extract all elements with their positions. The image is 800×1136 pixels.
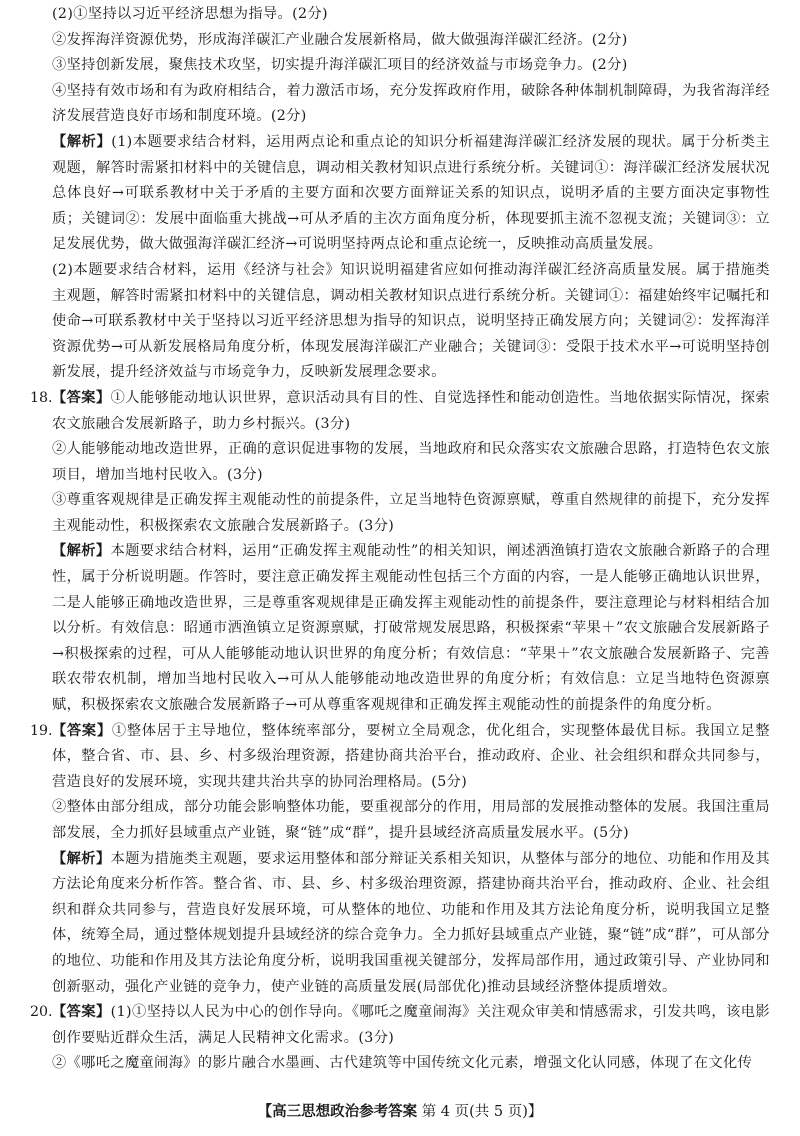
q18-analysis-text: 本题要求结合材料，运用“正确发挥主观能动性”的相关知识，阐述洒渔镇打造农文旅融合新路子的合理性，属于分析说明题。作答时，要注意正确发挥主观能动性包括三个方面的内容，一是人能够正确地认识世界，二是人能够正确地改造世界，三是尊重客观规律是正确发挥主观能动性的前提条件，要注意理论与材料相结合加以分析。有效信息：昭通市洒渔镇立足资源禀赋，打破常规发展思路，积极探索“苹果＋”农文旅融合发展新路子→积极探索的过程，可从人能够能动地认识世界的角度分析；有效信息：“苹果＋”农文旅融合发展新路子、完善联农带农机制，增加当地村民收入→可从人能够能动地改造世界的角度分析；有效信息：立足当地特色资源禀赋，积极探索农文旅融合发展新路子→可从尊重客观规律和正确发挥主观能动性的前提条件的角度分析。 bbox=[52, 543, 770, 714]
answer-tag: 【答案】 bbox=[52, 389, 111, 406]
question-number: 18. bbox=[30, 389, 53, 406]
question-18 bbox=[30, 386, 770, 719]
q19-analysis bbox=[52, 847, 770, 1001]
question-number: 19. bbox=[30, 722, 53, 739]
answer-tag: 【答案】 bbox=[52, 722, 112, 739]
q17-answer-2-item-2: ②发挥海洋资源优势，形成海洋碳汇产业融合发展新格局，做大做强海洋碳汇经济。(2分) bbox=[52, 31, 628, 48]
page-footer bbox=[0, 1100, 800, 1124]
q20-answer-1-text: (1)①坚持以人民为中心的创作导向。《哪吒之魔童闹海》关注观众审美和情感需求，引发共鸣，该电影创作要贴近群众生活，满足人民精神文化需求。(3分) bbox=[52, 1004, 770, 1046]
question-20 bbox=[30, 1000, 770, 1077]
footer-title: 【高三思想政治参考答案 bbox=[257, 1103, 418, 1120]
analysis-tag: 【解析】 bbox=[52, 543, 111, 560]
q20-answer-2: ②《哪吒之魔童闹海》的影片融合水墨画、古代建筑等中国传统文化元素，增强文化认同感，体现了在文化传 bbox=[52, 1055, 753, 1072]
q19-answer-2: ②整体由部分组成，部分功能会影响整体功能，要重视部分的作用，用局部的发展推动整体的发展。我国注重局部发展，全力抓好县域重点产业链，聚“链”成“群”，提升县域经济高质量发展水平。(5分) bbox=[52, 799, 770, 841]
answer-tag: 【答案】 bbox=[52, 1004, 111, 1021]
q17-answer-2-item-4: ④坚持有效市场和有为政府相结合，着力激活市场，充分发挥政府作用，破除各种体制机制障碍，为我省海洋经济发展营造良好市场和制度环境。(2分) bbox=[52, 82, 770, 125]
q17-analysis-1-text: (1)本题要求结合材料，运用两点论和重点论的知识分析福建海洋碳汇经济发展的现状。属于分析类主观题，解答时需紧扣材料中的关键信息，调动相关教材知识点进行系统分析。关键词①：海洋碳汇经济发展状况总体良好→可联系教材中关于矛盾的主要方面和次要方面辩证关系的知识点，说明矛盾的主要方面决定事物性质；关键词②：发展中面临重大挑战→可从矛盾的主次方面角度分析，体现要抓主流不忽视支流；关键词③：立足发展优势，做大做强海洋碳汇经济→可说明坚持两点论和重点论统一，反映推动高质量发展。 bbox=[52, 133, 770, 253]
q18-analysis bbox=[52, 539, 770, 718]
question-body bbox=[52, 386, 770, 719]
q18-answer-1-text: ①人能够能动地认识世界，意识活动具有目的性、自觉选择性和能动创造性。当地依据实际情况，探索农文旅融合发展新路子，助力乡村振兴。(3分) bbox=[52, 389, 770, 432]
q18-answer-2: ②人能够能动地改造世界，正确的意识促进事物的发展，当地政府和民众落实农文旅融合思路，打造特色农文旅项目，增加当地村民收入。(3分) bbox=[52, 441, 770, 483]
analysis-tag: 【解析】 bbox=[52, 850, 111, 867]
q17-analysis-1 bbox=[30, 130, 770, 258]
q18-answer-1 bbox=[52, 386, 770, 437]
q17-continued bbox=[30, 2, 770, 386]
question-19 bbox=[30, 719, 770, 1001]
q18-answer-3: ③尊重客观规律是正确发挥主观能动性的前提条件，立足当地特色资源禀赋，尊重自然规律的前提下，充分发挥主观能动性，积极探索农文旅融合发展新路子。(3分) bbox=[52, 492, 770, 534]
q19-answer-1 bbox=[52, 719, 770, 796]
q19-analysis-text: 本题为措施类主观题，要求运用整体和部分辩证关系相关知识，从整体与部分的地位、功能和作用及其方法论角度来分析作答。整合省、市、县、乡、村多级治理资源，搭建协商共治平台，推动政府、企业、社会组织和群众共同参与，营造良好发展环境，可从整体的地位、功能和作用及其方法论角度分析，说明我国立足整体，统筹全局，通过整体规划提升县域经济的综合竞争力。全力抓好县域重点产业链，聚“链”成“群”，可从部分的地位、功能和作用及其方法论角度分析，说明我国重视关键部分，发挥局部作用，通过政策引导、产业协同和创新驱动，强化产业链的竞争力，使产业链的高质量发展(局部优化)推动县域经济整体提质增效。 bbox=[52, 850, 770, 995]
question-number: 20. bbox=[30, 1004, 53, 1021]
footer-page-number: 第 4 页(共 5 页)】 bbox=[421, 1104, 543, 1120]
q17-analysis-2: (2)本题要求结合材料，运用《经济与社会》知识说明福建省应如何推动海洋碳汇经济高质量发展。属于措施类主观题，解答时需紧扣材料中的关键信息，调动相关教材知识点进行系统分析。关键词①：福建始终牢记嘱托和使命→可联系教材中关于坚持以习近平经济思想为指导的知识点，说明坚持正确发展方向；关键词②：发挥海洋资源优势→可从新发展格局角度分析，体现发展海洋碳汇产业融合；关键词③：受限于技术水平→可说明坚持创新发展，提升经济效益与市场竞争力，反映新发展理念要求。 bbox=[52, 261, 770, 381]
analysis-tag: 【解析】 bbox=[52, 133, 112, 150]
q20-answer-1 bbox=[52, 1000, 770, 1051]
q17-answer-2-item-3: ③坚持创新发展，聚焦技术攻坚，切实提升海洋碳汇项目的经济效益与市场竞争力。(2分) bbox=[52, 57, 628, 74]
q19-answer-1-text: ①整体居于主导地位，整体统率部分，要树立全局观念，优化组合，实现整体最优目标。我国立足整体，整合省、市、县、乡、村多级治理资源，搭建协商共治平台，推动政府、企业、社会组织和群众共同参与，营造良好的发展环境，实现共建共治共享的协同治理格局。(5分) bbox=[52, 722, 770, 790]
q17-answer-2-item-1: (2)①坚持以习近平经济思想为指导。(2分) bbox=[52, 6, 328, 22]
question-body bbox=[52, 1000, 770, 1077]
question-body bbox=[52, 719, 770, 1001]
